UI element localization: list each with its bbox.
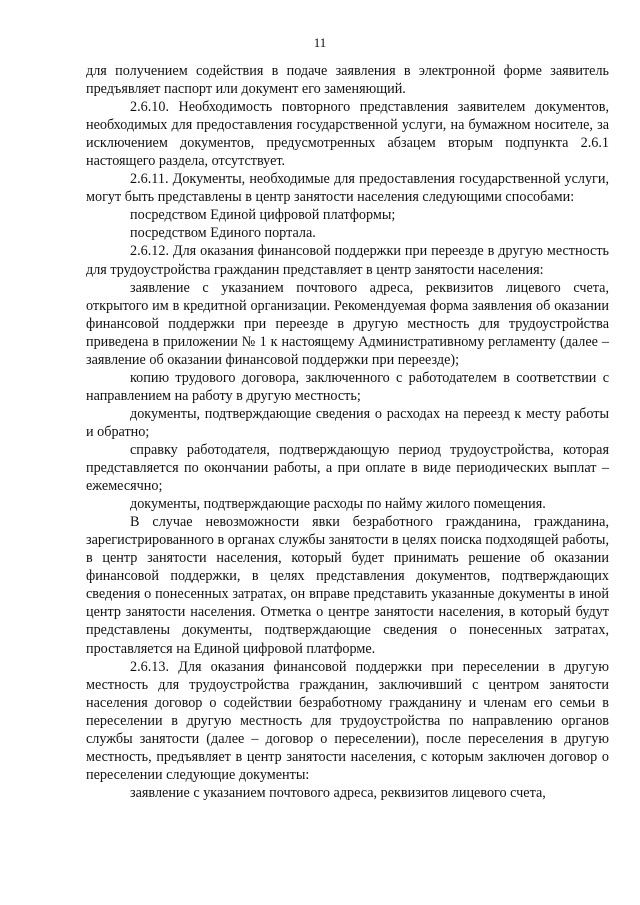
paragraph: справку работодателя, подтверждающую период трудоустройства, которая представляется по окончании работы, а при оплате в виде периодических выплат – ежемесячно; xyxy=(86,441,609,495)
paragraph: 2.6.11. Документы, необходимые для предоставления государственной услуги, могут быть представлены в центр занятости населения следующими способами: xyxy=(86,171,609,206)
paragraph: документы, подтверждающие сведения о расходах на переезд к месту работы и обратно; xyxy=(86,405,609,440)
paragraph: заявление с указанием почтового адреса, реквизитов лицевого счета, xyxy=(130,784,546,801)
paragraph: В случае невозможности явки безработного гражданина, гражданина, зарегистрированного в органах службы занятости в целях поиска подходящей работы, в центр занятости населения, который будет принимать решение об оказании финансовой поддержки, в целях представления документов, подтверждающих сведения о понесенных затратах, он вправе представить указанные документы в иной центр занятости населения. Отметка о центре занятости населения, в который будут представлены документы, подтверждающие сведения о понесенных затратах, проставляется на Единой цифровой платформе. xyxy=(86,514,609,657)
paragraph: посредством Единой цифровой платформы; xyxy=(130,207,396,224)
document-body xyxy=(86,62,609,802)
paragraph: 2.6.10. Необходимость повторного представления заявителем документов, необходимых для предоставления государственной услуги, на бумажном носителе, за исключением документов, предусмотренных абзацем вторым подпункта 2.6.1 настоящего раздела, отсутствует. xyxy=(86,99,609,170)
paragraph: 2.6.13. Для оказания финансовой поддержки при переселении в другую местность для трудоустройства гражданин, заключивший с центром занятости населения договор о содействии безработному гражданину и членам его семьи в переселении в другую местность для трудоустройства по направлению органов службы занятости (далее – договор о переселении), после переселения в другую местность, предъявляет в центр занятости населения, с которым заключен договор о переселении следующие документы: xyxy=(86,658,609,783)
paragraph: заявление с указанием почтового адреса, реквизитов лицевого счета, открытого им в кредитной организации. Рекомендуемая форма заявления об оказании финансовой поддержки при переезде в другую местность для трудоустройства приведена в приложении № 1 к настоящему Административному регламенту (далее – заявление об оказании финансовой поддержки при переезде); xyxy=(86,279,609,368)
paragraph: посредством Единого портала. xyxy=(130,225,316,242)
paragraph: копию трудового договора, заключенного с работодателем в соответствии с направлением на работу в другую местность; xyxy=(86,369,609,404)
paragraph: документы, подтверждающие расходы по найму жилого помещения. xyxy=(130,496,546,513)
paragraph: 2.6.12. Для оказания финансовой поддержки при переезде в другую местность для трудоустройства гражданин представляет в центр занятости населения: xyxy=(86,243,609,278)
page-number: 11 xyxy=(313,35,327,50)
paragraph: для получением содействия в подаче заявления в электронной форме заявитель предъявляет паспорт или документ его заменяющий. xyxy=(86,63,609,98)
